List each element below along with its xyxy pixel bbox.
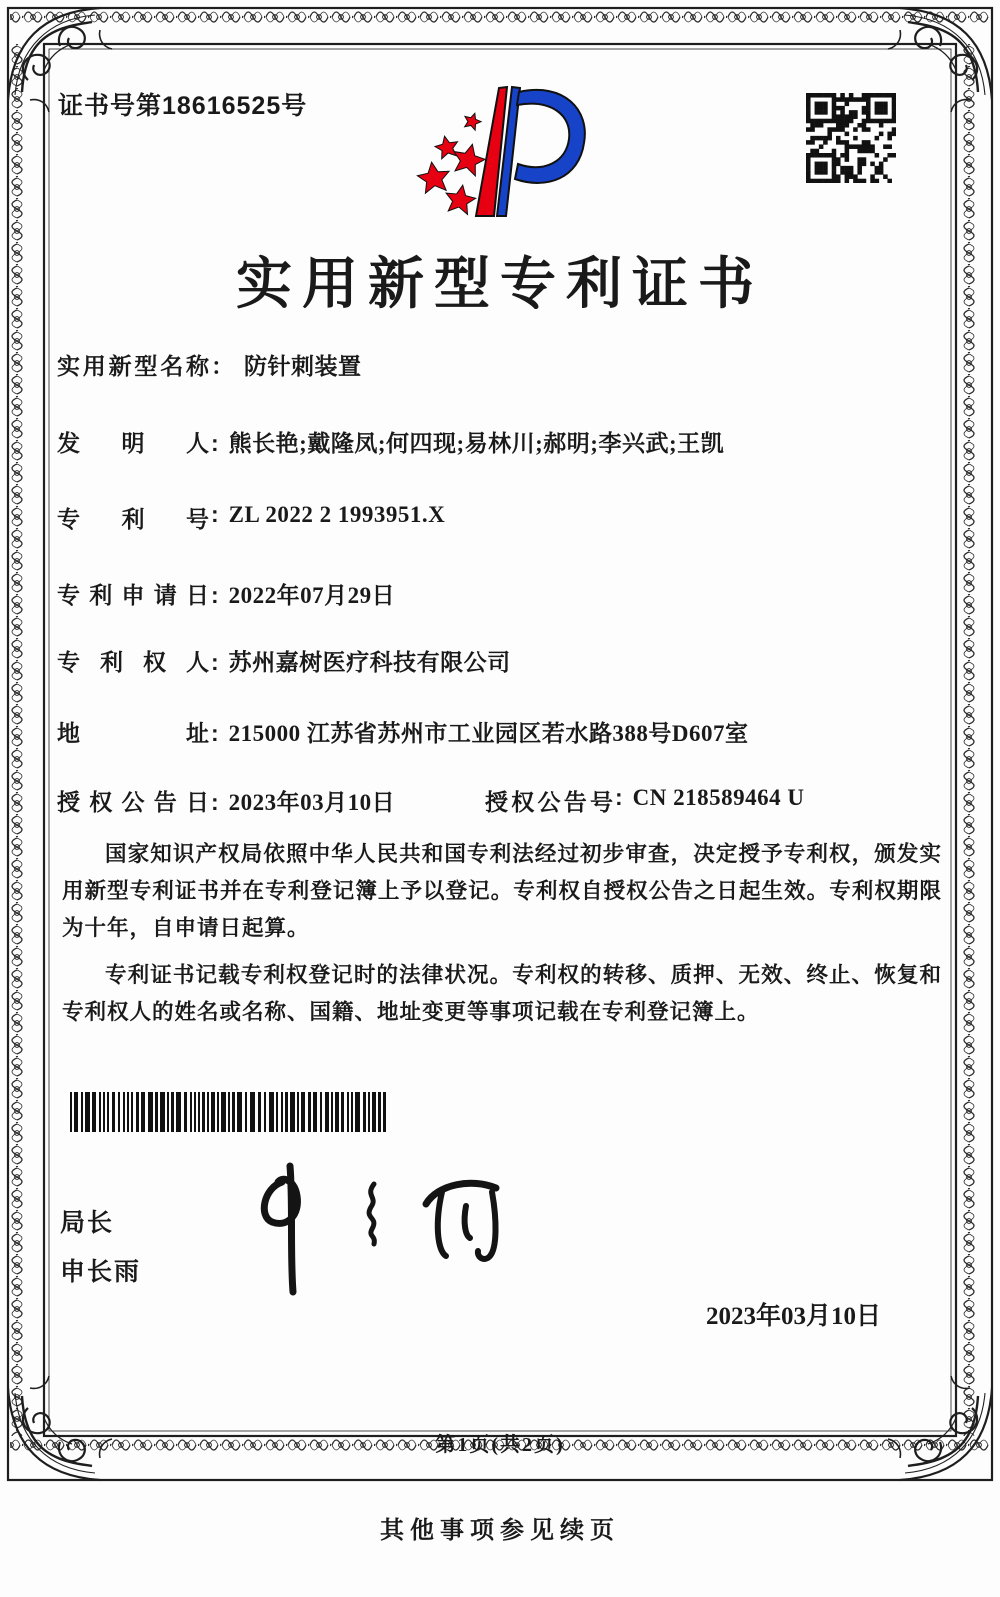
field-label: 地址 [57, 720, 209, 746]
field-colon: ： [211, 353, 234, 379]
field-row-inventors [57, 425, 960, 459]
field-colon: : [211, 582, 219, 608]
certificate-number: 证书号第18616525号 [58, 92, 308, 120]
field-row-name [57, 348, 960, 382]
legal-text [62, 836, 942, 1041]
field-colon: : [211, 501, 219, 527]
field-value: 215000 江苏省苏州市工业园区若水路388号D607室 [228, 721, 749, 746]
field-label: 发明人 [57, 430, 209, 456]
field-value: 2022年07月29日 [228, 583, 396, 608]
field-colon: : [211, 789, 219, 815]
field-row-address [57, 715, 960, 749]
director-signature [248, 1160, 538, 1300]
certificate-title: 实用新型专利证书 [236, 254, 764, 316]
barcode [68, 1092, 390, 1132]
field-colon: : [211, 430, 219, 456]
field-colon: : [211, 720, 219, 746]
field-row-grant [57, 784, 960, 818]
issue-date: 2023年03月10日 [706, 1303, 882, 1330]
continuation-note: 其他事项参见续页 [380, 1518, 620, 1544]
field-value: 2023年03月10日 [228, 790, 396, 815]
field-label: 实用新型名称 [57, 353, 209, 379]
field-label: 专利申请日 [57, 582, 209, 608]
director-title: 局长 [60, 1209, 115, 1237]
field-row-grant-number [485, 784, 805, 817]
field-value: 苏州嘉树医疗科技有限公司 [228, 650, 511, 675]
field-label: 专利号 [57, 506, 209, 532]
legal-paragraph-2: 专利证书记载专利权登记时的法律状况。专利权的转移、质押、无效、终止、恢复和专利权人的姓名或名称、国籍、地址变更等事项记载在专利登记簿上。 [62, 963, 942, 1024]
field-row-patentee [57, 644, 960, 678]
field-row-patent-number [57, 501, 960, 535]
field-label: 授权公告号 [485, 789, 613, 815]
field-label: 授权公告日 [57, 789, 209, 815]
field-value: CN 218589464 U [632, 785, 805, 810]
field-row-filing-date [57, 577, 960, 611]
field-value: 熊长艳;戴隆凤;何四现;易林川;郝明;李兴武;王凯 [228, 431, 725, 456]
field-label: 专利权人 [57, 649, 209, 675]
field-value: 防针刺装置 [244, 354, 362, 379]
legal-paragraph-1: 国家知识产权局依照中华人民共和国专利法经过初步审查，决定授予专利权，颁发实用新型专利证书并在专利登记簿上予以登记。专利权自授权公告之日起生效。专利权期限为十年，自申请日起算。 [62, 842, 942, 940]
field-colon: : [211, 649, 219, 675]
field-colon: : [615, 784, 623, 810]
page-indicator: 第1页(共2页) [435, 1434, 565, 1456]
cnipa-logo-icon [398, 82, 598, 226]
field-value: ZL 2022 2 1993951.X [228, 502, 446, 527]
qr-code [806, 93, 896, 183]
director-name: 申长雨 [60, 1258, 142, 1286]
